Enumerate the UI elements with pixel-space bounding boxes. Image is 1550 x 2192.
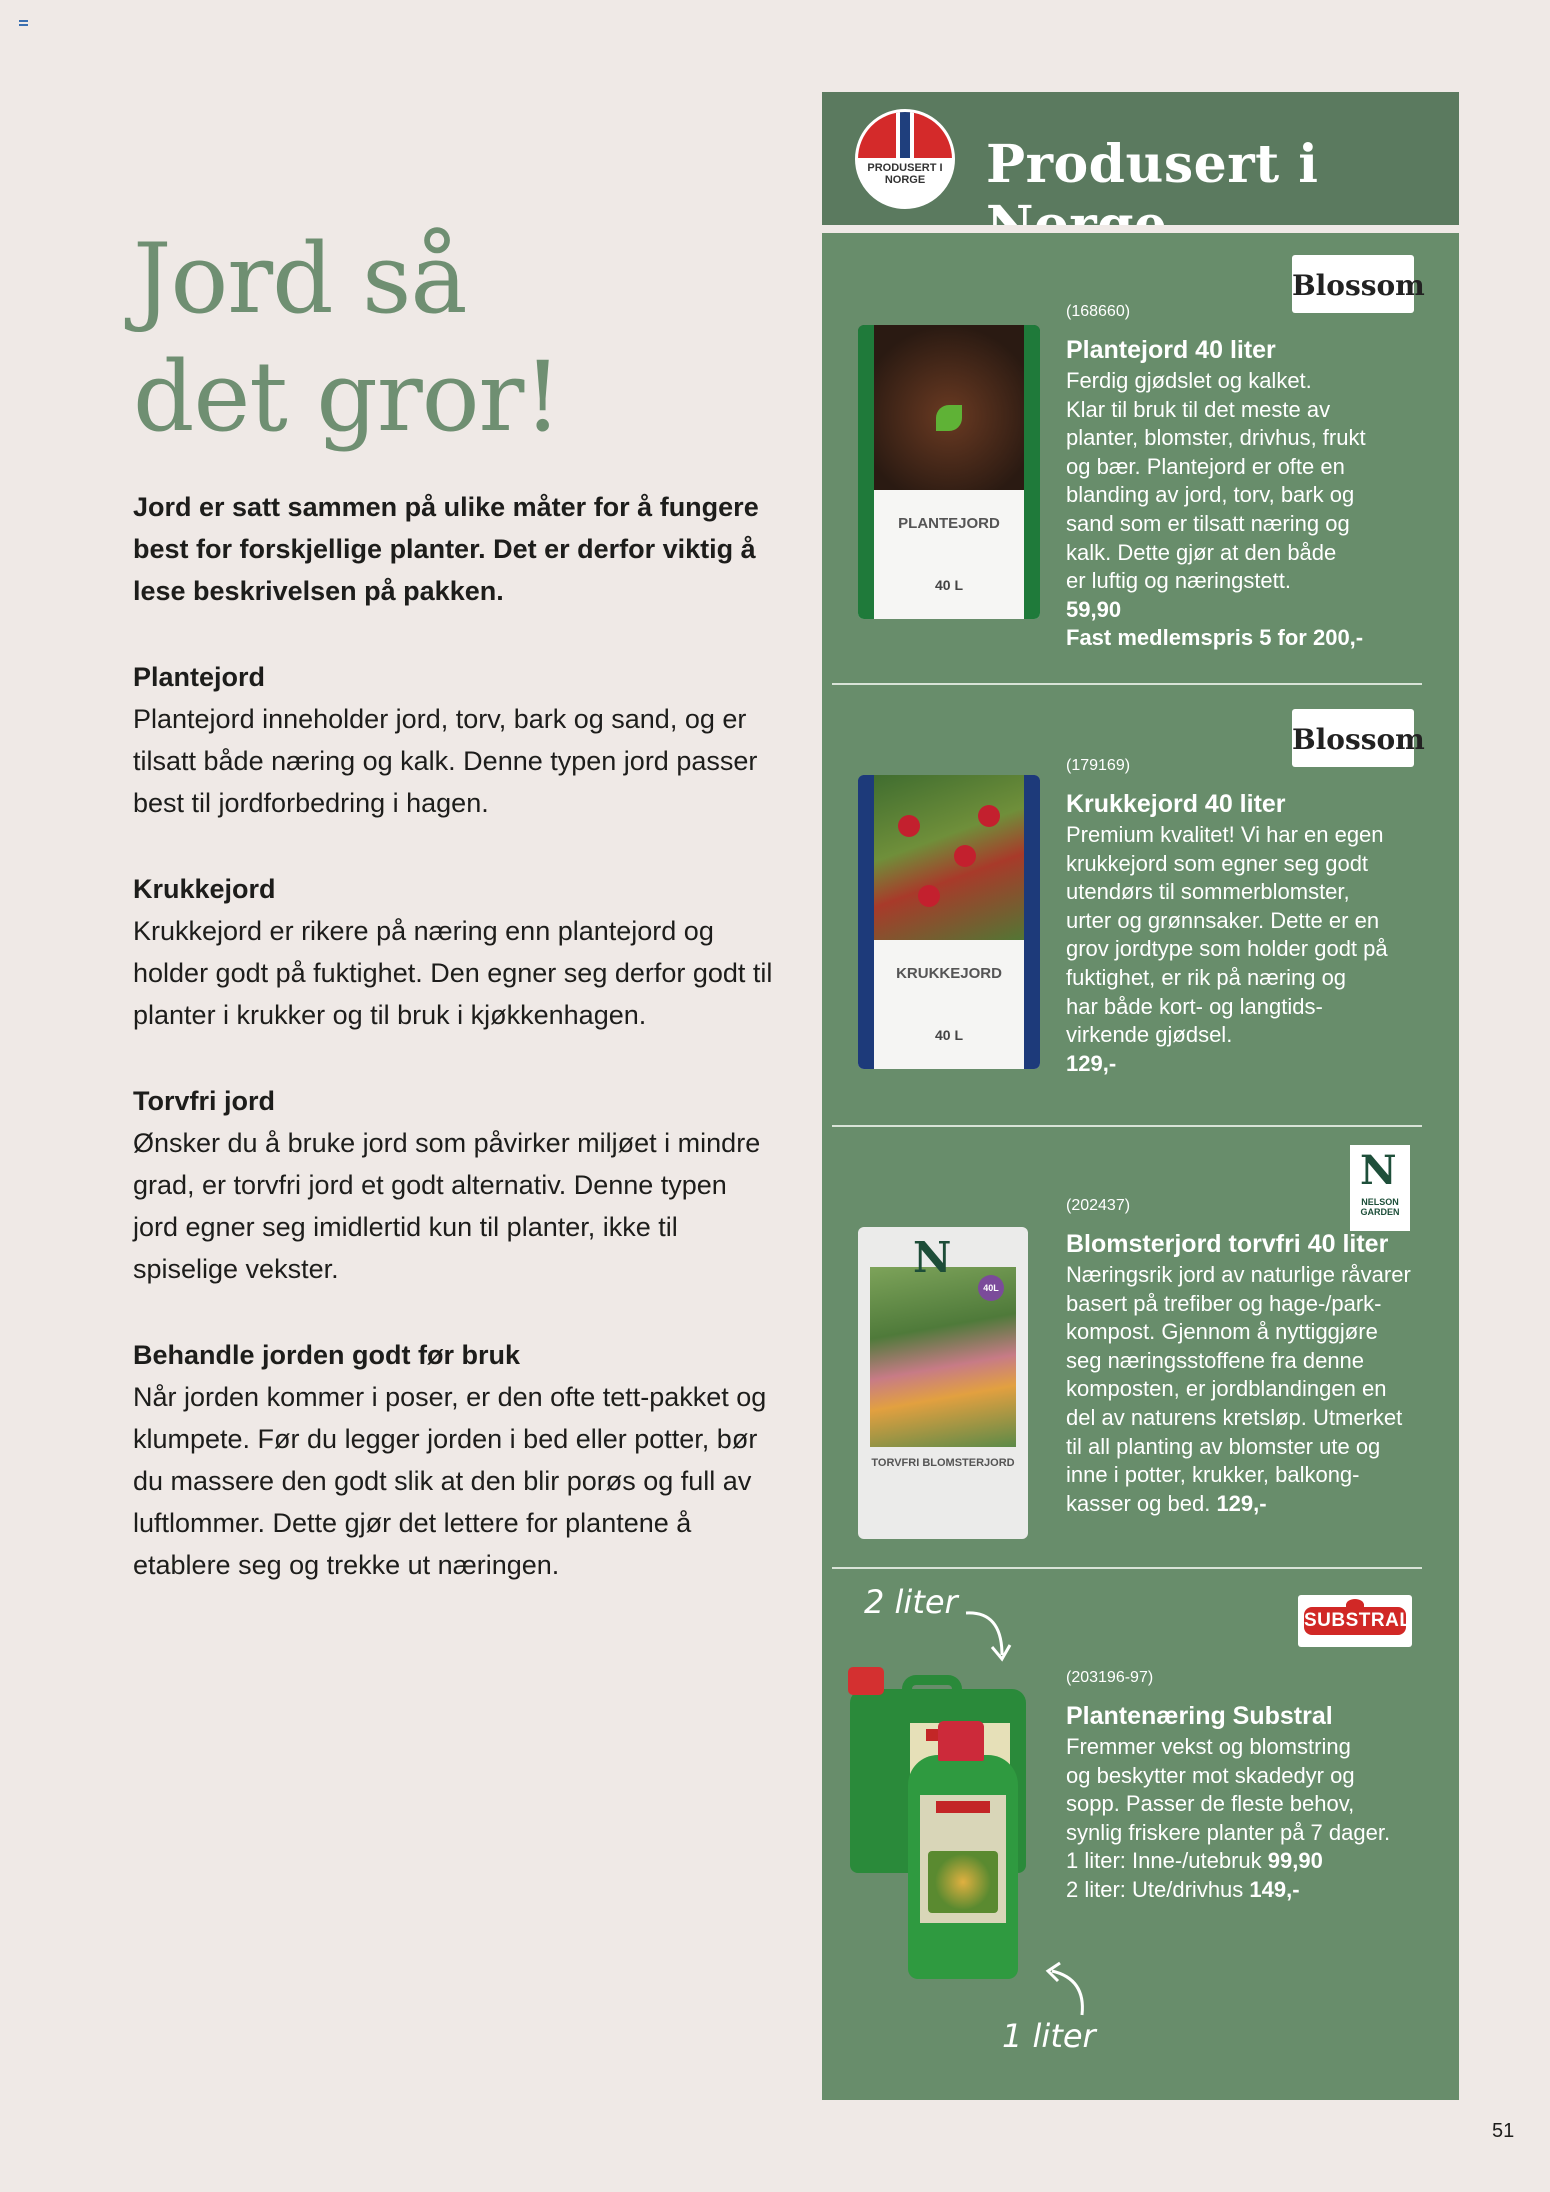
product-info (1066, 1667, 1390, 1905)
product-price: 59,90 (1066, 596, 1122, 622)
desc-line: fuktighet, er rik på næring og (1066, 964, 1347, 990)
bag-volume: 40 L (934, 1027, 963, 1043)
product-code: (202437) (1066, 1197, 1131, 1214)
product-info (1066, 301, 1366, 653)
headline-line-2: det gror! (133, 341, 561, 453)
desc-line: basert på trefiber og hage-/park- (1066, 1290, 1382, 1316)
headline-line-1: Jord så (133, 223, 467, 335)
bag-label: KRUKKEJORD (896, 965, 1002, 982)
product-card[interactable] (822, 1569, 1459, 2099)
lead-paragraph: Jord er satt sammen på ulike måter for å fungere best for forskjellige planter. Det er derfor viktig å lese beskrivelsen på pakken. (133, 492, 759, 606)
product-info (1066, 1195, 1411, 1518)
desc-line: til all planting av blomster ute og (1066, 1433, 1381, 1459)
section-behandle (133, 1334, 773, 1586)
product-description (1066, 1261, 1411, 1518)
section-text: Når jorden kommer i poser, er den ofte tett-pakket og klumpete. Før du legger jorden i bed eller potter, bør du massere den godt slik at den blir porøs og full av luftlommer. Dette gjør det lettere for plantene å etablere seg og trekke ut næringen. (133, 1382, 767, 1580)
desc-line: inne i potter, krukker, balkong- (1066, 1462, 1360, 1488)
nelson-bag-logo-icon: N (913, 1233, 952, 1282)
desc-line: urter og grønnsaker. Dette er en (1066, 907, 1380, 933)
section-krukkejord (133, 868, 773, 1036)
handwritten-label-1l: 1 liter (1002, 2017, 1096, 2055)
product-code: (203196-97) (1066, 1669, 1154, 1686)
desc-line: sand som er tilsatt næring og (1066, 510, 1350, 536)
panel-divider (822, 225, 1459, 233)
option-text: 1 liter: Inne-/utebruk (1066, 1848, 1268, 1874)
handwritten-label-2l: 2 liter (864, 1583, 958, 1621)
produsert-i-norge-badge-icon (855, 109, 955, 209)
product-code: (179169) (1066, 757, 1131, 774)
krukkejord-bag-image (858, 775, 1040, 1069)
product-card[interactable] (822, 685, 1459, 1127)
product-description (1066, 1733, 1390, 1905)
product-price: 129,- (1066, 1050, 1117, 1076)
product-panel (822, 233, 1459, 2100)
product-card[interactable] (822, 233, 1459, 685)
desc-line: Næringsrik jord av naturlige råvarer (1066, 1262, 1411, 1287)
bag-label: PLANTEJORD (898, 515, 1000, 532)
desc-line: Premium kvalitet! Vi har en egen (1066, 822, 1384, 847)
product-name: Blomsterjord torvfri 40 liter (1066, 1230, 1389, 1258)
brand-name: Blossom (1292, 269, 1425, 302)
option-text: 2 liter: Ute/drivhus (1066, 1876, 1250, 1902)
desc-line: krukkejord som egner seg godt (1066, 850, 1369, 876)
product-info (1066, 755, 1388, 1078)
desc-line: virkende gjødsel. (1066, 1022, 1233, 1048)
price-option-1l (1066, 1847, 1390, 1876)
section-title: Torvfri jord (133, 1086, 276, 1116)
desc-text: kasser og bed. (1066, 1490, 1217, 1516)
section-plantejord (133, 656, 773, 824)
desc-line (1066, 1490, 1411, 1519)
desc-line: seg næringsstoffene fra denne (1066, 1347, 1365, 1373)
brand-name: Blossom (1292, 723, 1425, 756)
product-description (1066, 821, 1388, 1050)
desc-line: og beskytter mot skadedyr og (1066, 1762, 1355, 1788)
corner-mark (19, 20, 28, 26)
panel-header (822, 92, 1459, 225)
option-price: 149,- (1249, 1876, 1300, 1902)
product-description (1066, 367, 1366, 596)
curved-arrow-icon (962, 1605, 1012, 1665)
desc-line: utendørs til sommerblomster, (1066, 879, 1350, 905)
product-name: Krukkejord 40 liter (1066, 790, 1286, 818)
section-title: Behandle jorden godt før bruk (133, 1340, 521, 1370)
desc-line: komposten, er jordblandingen en (1066, 1376, 1387, 1402)
desc-line: Ferdig gjødslet og kalket. (1066, 368, 1312, 393)
flowers-photo (858, 775, 1040, 940)
section-text: Ønsker du å bruke jord som påvirker miljøet i mindre grad, er torvfri jord et godt alternativ. Denne typen jord egner seg imidlertid kun til planter, ikke til spiselige vekster. (133, 1128, 761, 1284)
blomsterjord-bag-image (858, 1227, 1028, 1539)
desc-line: sopp. Passer de fleste behov, (1066, 1791, 1355, 1817)
substral-1l-bottle-image (908, 1755, 1018, 1979)
page-number: 51 (1492, 2120, 1515, 2142)
member-price: Fast medlemspris 5 for 200,- (1066, 625, 1364, 651)
section-text: Krukkejord er rikere på næring enn plantejord og holder godt på fuktighet. Den egner seg derfor godt til planter i krukker og til bruk i kjøkkenhagen. (133, 916, 773, 1030)
badge-text: PRODUSERT I NORGE (867, 162, 943, 186)
section-title: Krukkejord (133, 874, 276, 904)
desc-line: planter, blomster, drivhus, frukt (1066, 425, 1366, 451)
brand-name: NELSON GARDEN (1360, 1197, 1400, 1217)
bottle-cap (938, 1721, 984, 1761)
section-title: Plantejord (133, 662, 266, 692)
product-code: (168660) (1066, 303, 1131, 320)
product-name: Plantenæring Substral (1066, 1702, 1333, 1730)
desc-line: del av naturens kretsløp. Utmerket (1066, 1404, 1403, 1430)
desc-line: grov jordtype som holder godt på (1066, 936, 1388, 962)
bottle-handle (902, 1675, 962, 1699)
price-option-2l (1066, 1876, 1390, 1905)
option-price: 99,90 (1267, 1848, 1323, 1874)
bag-label: TORVFRI BLOMSTERJORD (871, 1457, 1015, 1469)
desc-line: Fremmer vekst og blomstring (1066, 1734, 1351, 1759)
desc-line: og bær. Plantejord er ofte en (1066, 453, 1345, 479)
desc-line: kalk. Dette gjør at den både (1066, 539, 1337, 565)
desc-line: Klar til bruk til det meste av (1066, 396, 1331, 422)
desc-line: er luftig og næringstett. (1066, 568, 1292, 594)
bottle-cap (848, 1667, 884, 1695)
section-torvfri (133, 1080, 773, 1290)
article-column (133, 220, 773, 1586)
curved-arrow-icon (1042, 1959, 1092, 2019)
page-headline (133, 220, 773, 456)
desc-line: kompost. Gjennom å nyttiggjøre (1066, 1319, 1378, 1345)
bag-volume: 40 L (934, 577, 963, 593)
bag-volume: 40L (978, 1275, 1004, 1301)
product-card[interactable] (822, 1127, 1459, 1569)
nelson-n-icon: N (1360, 1147, 1397, 1194)
product-price: 129,- (1216, 1490, 1267, 1516)
brand-logo-substral (1298, 1595, 1412, 1647)
panel-title: Produsert i (986, 134, 1319, 195)
plantejord-bag-image (858, 325, 1040, 619)
brand-name: SUBSTRAL (1304, 1607, 1406, 1635)
desc-line: blanding av jord, torv, bark og (1066, 482, 1355, 508)
product-name: Plantejord 40 liter (1066, 336, 1276, 364)
sprout-icon (936, 405, 962, 431)
desc-line: har både kort- og langtids- (1066, 993, 1323, 1019)
section-text: Plantejord inneholder jord, torv, bark og sand, og er tilsatt både næring og kalk. Denne typen jord passer best til jordforbedring i hagen. (133, 704, 758, 818)
desc-line: synlig friskere planter på 7 dager. (1066, 1819, 1391, 1845)
